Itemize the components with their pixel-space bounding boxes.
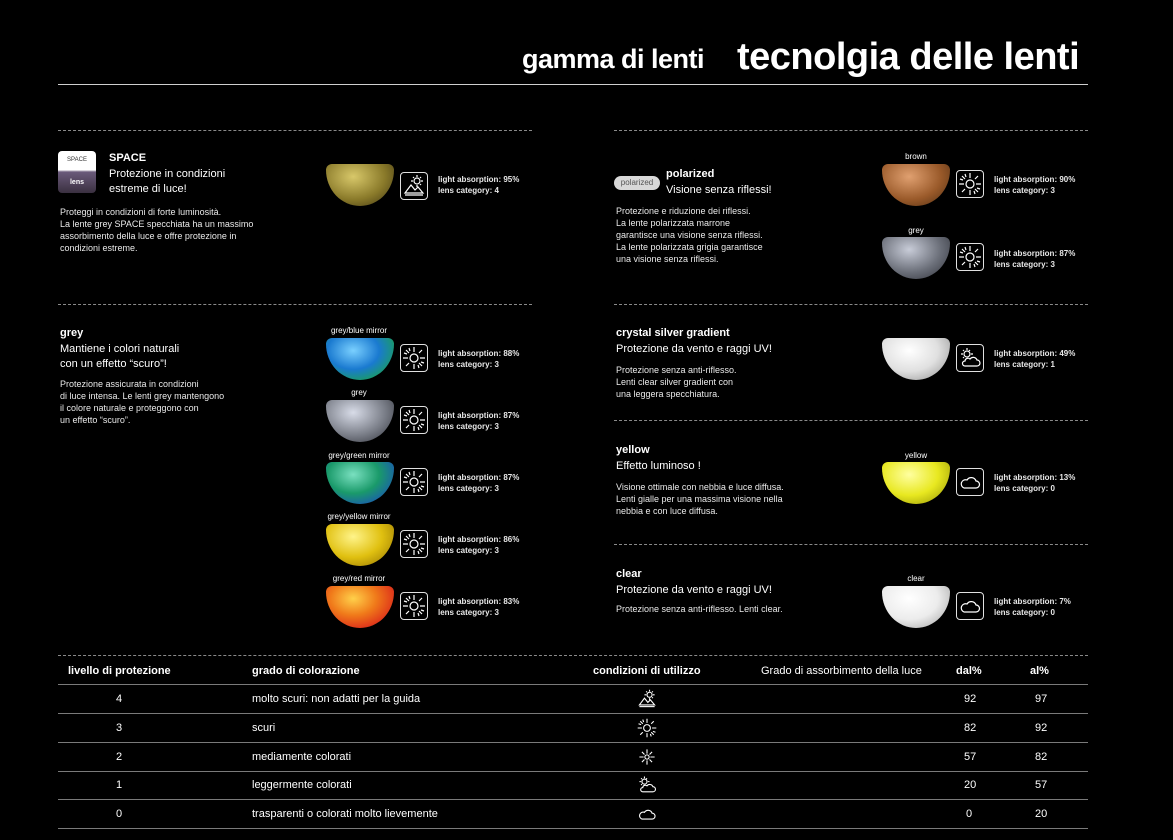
crystal-title: crystal silver gradient [616,327,730,339]
lens-polarized-grey [882,237,950,279]
sun-icon [400,592,428,620]
header-divider [58,84,1088,85]
table-row-divider [58,828,1088,829]
divider [58,655,1088,656]
sun-icon [400,468,428,496]
row-level: 3 [116,722,123,734]
divider [614,304,1088,305]
yellow-info: light absorption: 13% lens category: 0 [994,473,1076,493]
lens-label: grey/red mirror [332,574,386,583]
yellow-description: Visione ottimale con nebbia e luce diffusa. Lenti gialle per una massima visione nella nebbia e con luce diffusa. [616,482,784,516]
clear-title: clear [616,568,642,580]
table-row-divider [58,742,1088,743]
polarized-brown-info: light absorption: 90% lens category: 3 [994,175,1076,195]
sun-icon [956,243,984,271]
sun-icon [956,170,984,198]
polarized-subtitle: Visione senza riflessi! [666,184,772,196]
page-title: tecnolgia delle lenti [737,36,1080,78]
row-tint: leggermente colorati [252,779,352,791]
page-subtitle: gamma di lenti [522,44,705,74]
lens-space-grey [326,164,394,206]
clear-description: Protezione senza anti-riflesso. Lenti clear. [616,604,783,614]
space-lens-info: light absorption: 95% lens category: 4 [438,175,520,195]
sun-cloud-icon [956,344,984,372]
lens-label: grey/green mirror [328,451,390,460]
divider [58,304,532,305]
grey-green-info: light absorption: 87% lens category: 3 [438,473,520,493]
divider [614,544,1088,545]
lens-label: grey/blue mirror [330,326,387,335]
crystal-info: light absorption: 49% lens category: 1 [994,349,1076,369]
lens-label: brown [905,152,927,161]
divider [58,130,532,131]
lens-yellow [882,462,950,504]
row-from: 92 [964,693,977,705]
mountain-sun-icon [400,172,428,200]
table-header-from: dal% [956,665,982,677]
grey-info: light absorption: 87% lens category: 3 [438,411,520,431]
table-row-divider [58,799,1088,800]
space-lens-badge: SPACE lens [58,151,96,193]
table-header-level: livello di protezione [68,665,171,677]
lens-crystal-silver [882,338,950,380]
row-level: 2 [116,751,123,763]
lens-grey-blue-mirror [326,338,394,380]
row-from: 20 [964,779,977,791]
polarized-badge: polarized [614,176,660,190]
lens-label: yellow [904,451,928,460]
row-to: 57 [1035,779,1048,791]
clear-subtitle: Protezione da vento e raggi UV! [616,584,772,596]
row-to: 20 [1035,808,1048,820]
table-row-divider [58,771,1088,772]
row-from: 57 [964,751,977,763]
space-description: Proteggi in condizioni di forte luminosità. La lente grey SPACE specchiata ha un massimo assorbimento della luce e offre protezione in condizioni estreme. [60,207,254,253]
space-subtitle: Protezione in condizioni estreme di luce! [109,168,226,195]
grey-blue-info: light absorption: 88% lens category: 3 [438,349,520,369]
row-from: 82 [964,722,977,734]
cloud-icon [636,803,658,825]
sun-icon [400,344,428,372]
polarized-description: Protezione e riduzione dei riflessi. La lente polarizzata marrone garantisce una visione senza riflessi. La lente polarizzata grigia garantisce una visione senza riflessi. [616,206,763,264]
lens-clear [882,586,950,628]
table-header-to: al% [1030,665,1049,677]
divider [614,420,1088,421]
row-level: 0 [116,808,123,820]
polarized-grey-info: light absorption: 87% lens category: 3 [994,249,1076,269]
row-to: 92 [1035,722,1048,734]
table-row-divider [58,713,1088,714]
row-tint: scuri [252,722,276,734]
row-to: 82 [1035,751,1048,763]
crystal-subtitle: Protezione da vento e raggi UV! [616,343,772,355]
lens-label: grey/yellow mirror [327,512,391,521]
row-level: 1 [116,779,123,791]
table-header-conditions: condizioni di utilizzo [593,665,701,677]
lens-label: grey [908,226,924,235]
lens-grey-green-mirror [326,462,394,504]
lens-grey-red-mirror [326,586,394,628]
table-header-tint: grado di colorazione [252,665,360,677]
lens-grey [326,400,394,442]
lens-label: grey [351,388,367,397]
row-tint: trasparenti o colorati molto lievemente [252,808,438,820]
space-title: SPACE [109,152,147,164]
divider [614,130,1088,131]
row-from: 0 [966,808,973,820]
sun-icon [400,530,428,558]
row-to: 97 [1035,693,1048,705]
small-sun-icon [636,746,658,768]
table-header-absorption: Grado di assorbimento della luce [761,665,922,677]
mountain-sun-icon [636,688,658,710]
lens-label: clear [907,574,925,583]
crystal-description: Protezione senza anti-riflesso. Lenti clear silver gradient con una leggera specchiatura. [616,365,737,399]
cloud-icon [956,592,984,620]
lens-grey-yellow-mirror [326,524,394,566]
row-tint: mediamente colorati [252,751,352,763]
cloud-icon [956,468,984,496]
grey-subtitle: Mantiene i colori naturali con un effetto “scuro”! [60,343,180,370]
row-tint: molto scuri: non adatti per la guida [252,693,421,705]
clear-info: light absorption: 7% lens category: 0 [994,597,1071,617]
grey-description: Protezione assicurata in condizioni di luce intensa. Le lenti grey mantengono il colore naturale e proteggono con un effetto “scuro”. [60,379,225,425]
grey-yellow-info: light absorption: 86% lens category: 3 [438,535,520,555]
table-row-divider [58,684,1088,685]
yellow-subtitle: Effetto luminoso ! [616,460,701,472]
grey-title: grey [60,327,84,339]
sun-cloud-icon [636,774,658,796]
lens-polarized-brown [882,164,950,206]
sun-icon [400,406,428,434]
yellow-title: yellow [616,444,650,456]
grey-red-info: light absorption: 83% lens category: 3 [438,597,520,617]
row-level: 4 [116,693,123,705]
polarized-title: polarized [666,168,715,180]
sun-icon [636,717,658,739]
